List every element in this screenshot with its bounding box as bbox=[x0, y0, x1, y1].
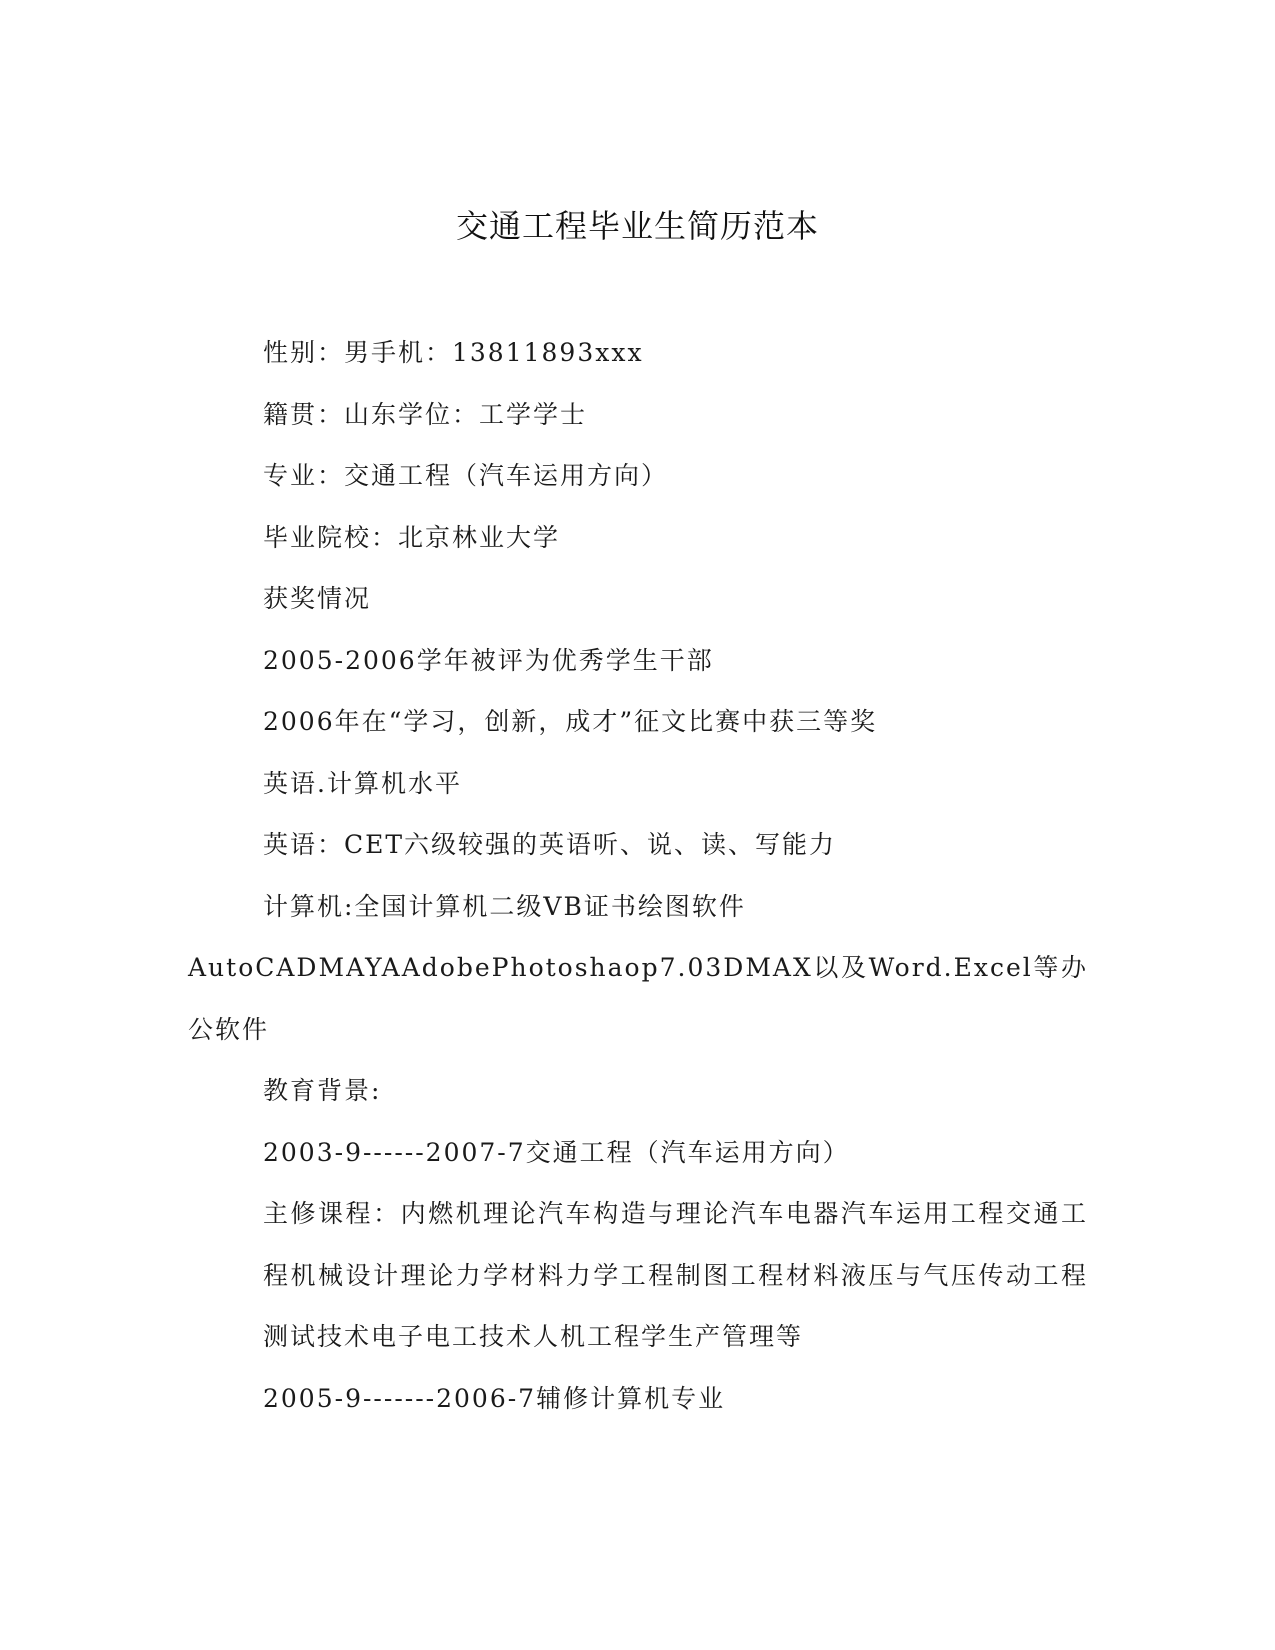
skills-heading: 英语.计算机水平 bbox=[263, 768, 462, 798]
education-heading: 教育背景: bbox=[263, 1076, 382, 1105]
software-skill-line: AutoCADMAYAAdobePhotoshaop7.03DMAX以及Word.Excel等办公软件 bbox=[188, 953, 1088, 1044]
english-skill-line: 英语：CET六级较强的英语听、说、读、写能力 bbox=[263, 830, 837, 859]
award-item-1: 2005-2006学年被评为优秀学生干部 bbox=[263, 645, 714, 675]
document-title: 交通工程毕业生简历范本 bbox=[455, 207, 819, 245]
gender-phone-line: 性别：男手机：13811893xxx bbox=[263, 338, 644, 367]
major-line: 专业：交通工程（汽车运用方向） bbox=[263, 461, 669, 490]
computer-skill-line: 计算机:全国计算机二级VB证书绘图软件 bbox=[263, 891, 746, 921]
award-item-2: 2006年在“学习，创新，成才”征文比赛中获三等奖 bbox=[263, 707, 878, 736]
resume-body bbox=[188, 322, 1088, 1429]
hometown-degree-line: 籍贯：山东学位：工学学士 bbox=[263, 399, 588, 429]
education-item-1: 2003-9------2007-7交通工程（汽车运用方向） bbox=[263, 1137, 850, 1167]
awards-heading: 获奖情况 bbox=[263, 584, 372, 613]
courses-paragraph: 主修课程：内燃机理论汽车构造与理论汽车电器汽车运用工程交通工程机械设计理论力学材料力学工程制图工程材料液压与气压传动工程测试技术电子电工技术人机工程学生产管理等 bbox=[263, 1199, 1088, 1351]
education-item-2: 2005-9-------2006-7辅修计算机专业 bbox=[263, 1383, 726, 1413]
school-line: 毕业院校：北京林业大学 bbox=[263, 522, 561, 552]
